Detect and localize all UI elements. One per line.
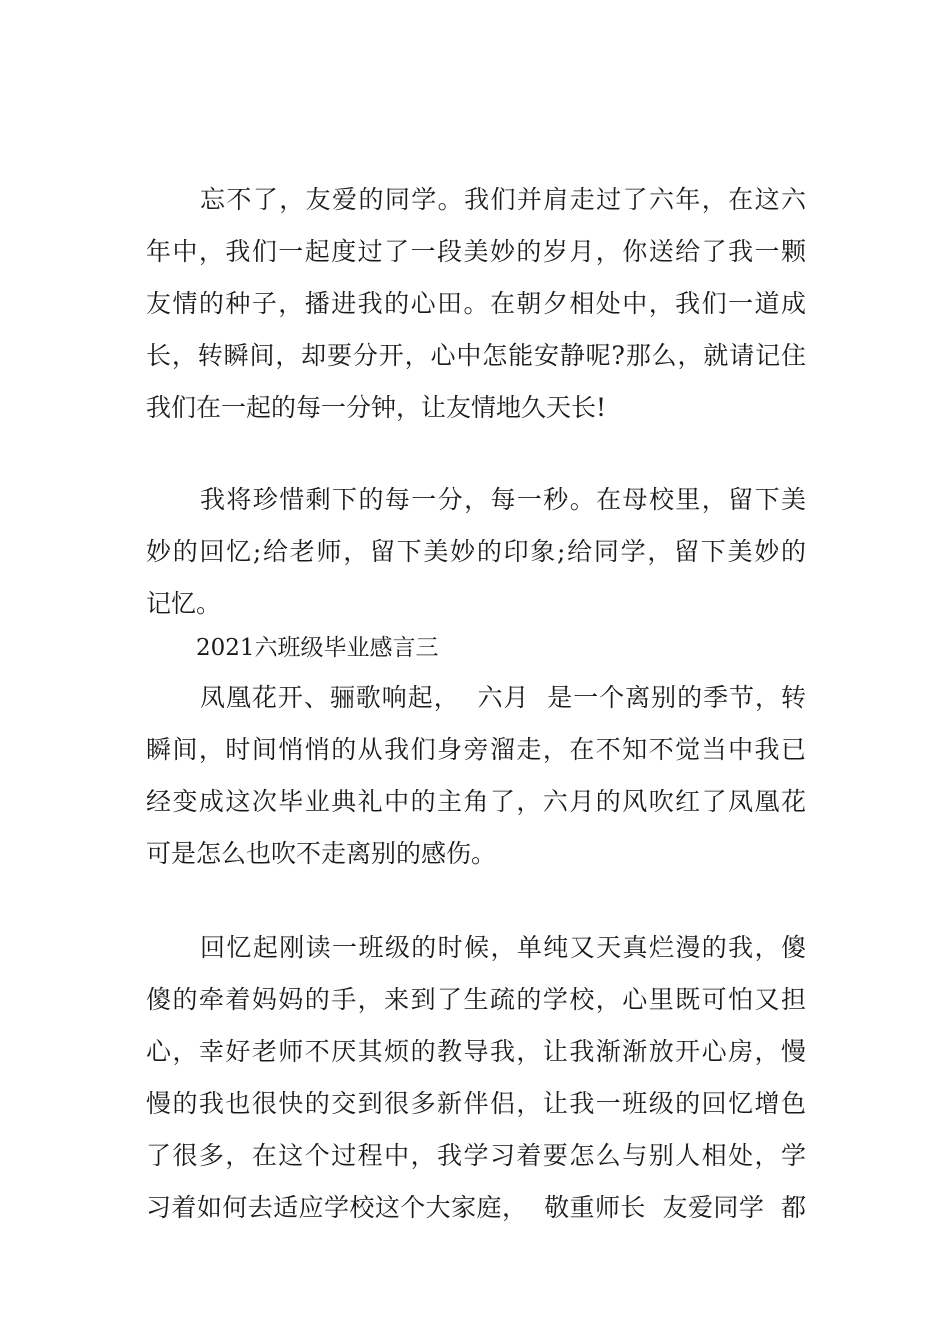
paragraph-line: 我们在一起的每一分钟，让友情地久天长! [146,393,607,422]
paragraph-3 [146,672,806,880]
paragraph-2 [146,474,806,630]
paragraph-line: 回忆起刚读一班级的时候，单纯又天真烂漫的我，傻 [200,933,806,962]
paragraph-line: 习着如何去适应学校这个大家庭， 敬重师长 友爱同学 都 [146,1193,806,1222]
section-heading: 2021六班级毕业感言三 [196,635,439,661]
paragraph-line: 记忆。 [146,589,222,618]
paragraph-line: 慢的我也很快的交到很多新伴侣，让我一班级的回忆增色 [146,1089,806,1118]
paragraph-line: 友情的种子，播进我的心田。在朝夕相处中，我们一道成 [146,289,806,318]
paragraph-1 [146,174,806,434]
paragraph-line: 年中，我们一起度过了一段美妙的岁月，你送给了我一颗 [146,237,806,266]
paragraph-line: 可是怎么也吹不走离别的感伤。 [146,839,497,868]
paragraph-line: 凤凰花开、骊歌响起， 六月 是一个离别的季节，转 [200,683,806,712]
paragraph-line: 经变成这次毕业典礼中的主角了，六月的风吹红了凤凰花 [146,787,806,816]
paragraph-line: 瞬间，时间悄悄的从我们身旁溜走，在不知不觉当中我已 [146,735,806,764]
paragraph-line: 傻的牵着妈妈的手，来到了生疏的学校，心里既可怕又担 [146,985,806,1014]
paragraph-line: 长，转瞬间，却要分开，心中怎能安静呢?那么，就请记住 [146,341,806,370]
paragraph-line: 忘不了，友爱的同学。我们并肩走过了六年，在这六 [200,185,806,214]
paragraph-4 [146,922,806,1234]
paragraph-line: 了很多，在这个过程中，我学习着要怎么与别人相处，学 [146,1141,806,1170]
paragraph-line: 妙的回忆;给老师，留下美妙的印象;给同学，留下美妙的 [146,537,806,566]
paragraph-line: 心，幸好老师不厌其烦的教导我，让我渐渐放开心房，慢 [146,1037,806,1066]
paragraph-line: 我将珍惜剩下的每一分，每一秒。在母校里，留下美 [200,485,806,514]
